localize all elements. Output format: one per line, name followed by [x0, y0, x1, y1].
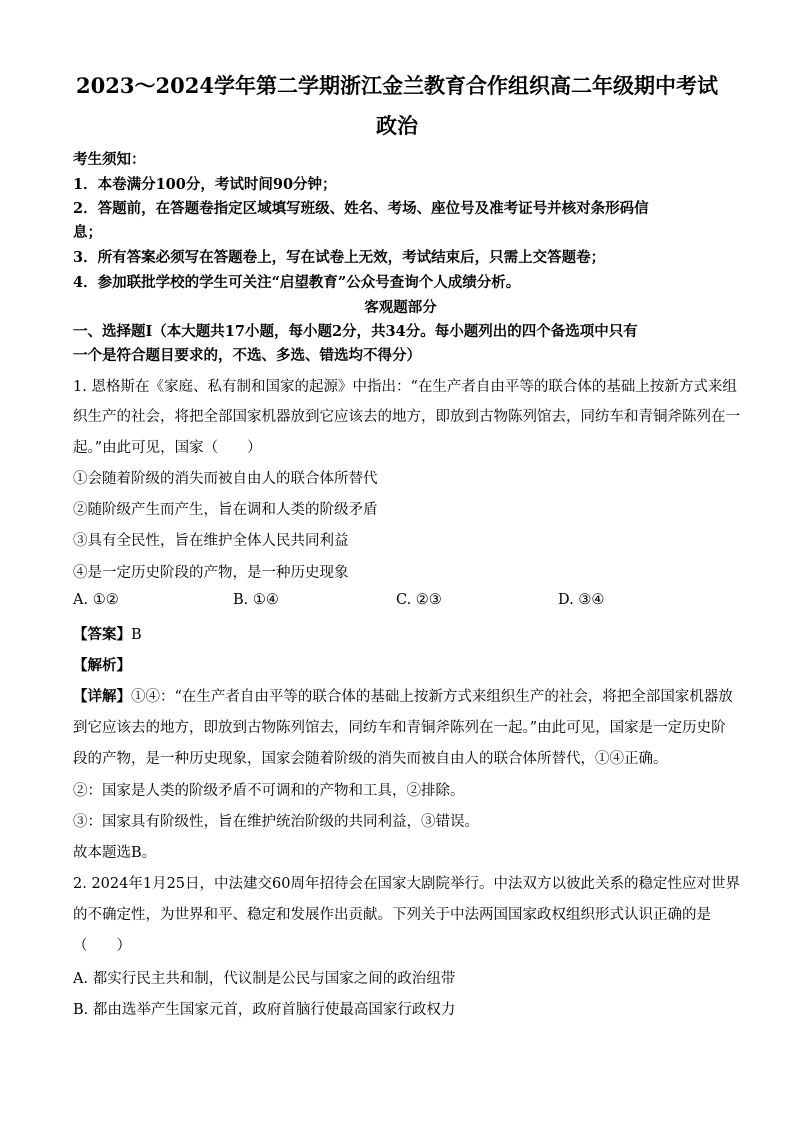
q2-stem: 2. 2024年1月25日，中法建交60周年招待会在国家大剧院举行。中法双方以彼此关系的稳定性应对世界	[73, 876, 740, 892]
q1-conclusion: 故本题选B。	[73, 845, 157, 861]
detail-text: ①④：“在生产者自由平等的联合体的基础上按新方式来组织生产的社会，将把全部国家机器放	[131, 689, 733, 705]
analysis-tag: 【解析】	[73, 657, 131, 674]
exam-title: 2023～2024学年第二学期浙江金兰教育合作组织高二年级期中考试	[76, 73, 718, 98]
q1-stem: 1. 恩格斯在《家庭、私有制和国家的起源》中指出：“在生产者自由平等的联合体的基础上按新方式来组	[73, 379, 737, 395]
q2-option-b: B. 都由选举产生国家元首，政府首脑行使最高国家行政权力	[73, 1002, 456, 1018]
q1-detail: ③：国家具有阶级性，旨在维护统治阶级的共同利益，③错误。	[73, 814, 479, 830]
notice-item: 4．参加联批学校的学生可关注“启望教育”公众号查询个人成绩分析。	[73, 274, 521, 291]
subject-title: 政治	[376, 113, 418, 138]
q1-detail: 段的产物，是一种历史现象，国家会随着阶级的消失而被自由人的联合体所替代，①④正确。	[73, 751, 668, 767]
q1-option-d: D. ③④	[558, 592, 605, 608]
detail-tag: 【详解】	[73, 688, 131, 705]
q1-statement: ④是一定历史阶段的产物，是一种历史现象	[73, 565, 349, 581]
q1-option-c: C. ②③	[396, 592, 442, 608]
q1-stem: 起。”由此可见，国家（ ）	[73, 440, 262, 456]
notice-item: 3．所有答案必须写在答题卷上，写在试卷上无效，考试结束后，只需上交答题卷；	[73, 249, 606, 266]
q1-option-b: B. ①④	[233, 592, 279, 608]
q1-detail: 到它应该去的地方，即放到古物陈列馆去，同纺车和青铜斧陈列在一起。”由此可见，国家是一定历史阶	[73, 720, 726, 736]
answer-value: B	[131, 627, 142, 643]
q1-detail: ②：国家是人类的阶级矛盾不可调和的产物和工具，②排除。	[73, 783, 465, 799]
q2-stem: 的不确定性，为世界和平、稳定和发展作出贡献。下列关于中法两国国家政权组织形式认识正确的是	[73, 907, 711, 923]
q1-detail	[73, 685, 733, 706]
notice-heading: 考生须知：	[73, 151, 146, 168]
q1-option-a: A. ①②	[73, 592, 119, 608]
section-instruction: 一、选择题Ⅰ（本大题共17小题，每小题2分，共34分。每小题列出的四个备选项中只有	[73, 323, 638, 340]
q1-statement: ②随阶级产生而产生，旨在调和人类的阶级矛盾	[73, 502, 378, 518]
q1-answer	[73, 623, 728, 644]
answer-tag: 【答案】	[73, 626, 131, 643]
q2-option-a: A. 都实行民主共和制，代议制是公民与国家之间的政治纽带	[73, 971, 456, 987]
q1-statement: ③具有全民性，旨在维护全体人民共同利益	[73, 533, 349, 549]
q1-statement: ①会随着阶级的消失而被自由人的联合体所替代	[73, 471, 378, 487]
q1-stem: 织生产的社会，将把全部国家机器放到它应该去的地方，即放到古物陈列馆去，同纺车和青铜斧陈列在一	[73, 409, 740, 425]
section-instruction: 一个是符合题目要求的，不选、多选、错选均不得分）	[73, 347, 421, 364]
notice-item: 2．答题前，在答题卷指定区域填写班级、姓名、考场、座位号及准考证号并核对条形码信	[73, 200, 649, 217]
notice-item: 息；	[73, 224, 102, 241]
notice-item: 1．本卷满分100分，考试时间90分钟；	[73, 176, 337, 193]
q2-stem: （ ）	[73, 938, 131, 954]
section-title: 客观题部分	[364, 299, 437, 316]
